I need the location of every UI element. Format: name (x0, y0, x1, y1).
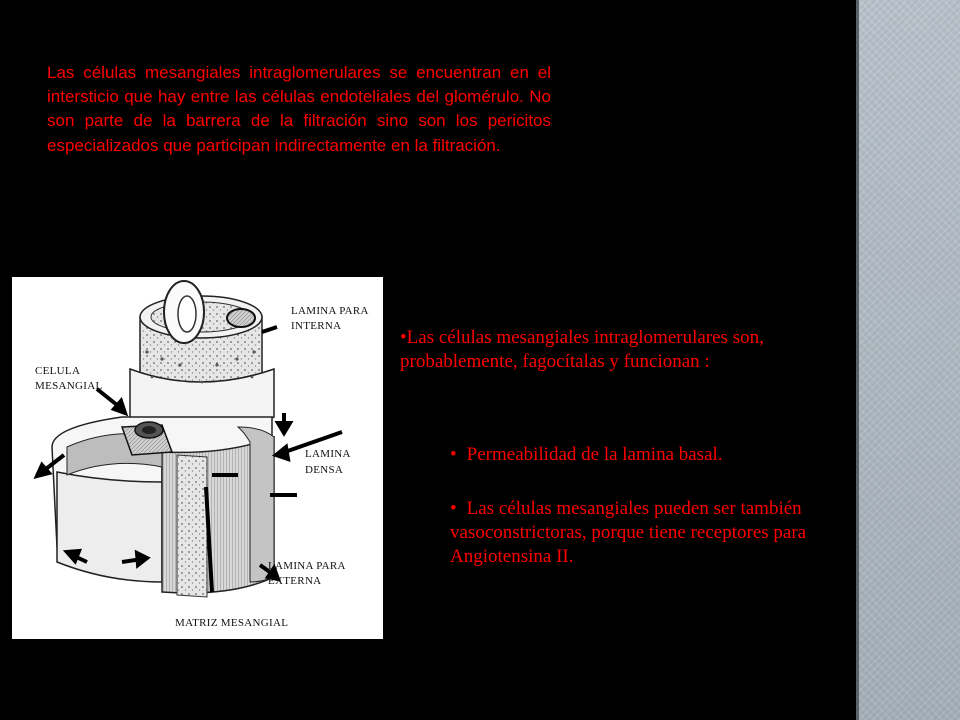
bullet-main-text: Las células mesangiales intraglomerulares son, probablemente, fagocítalas y funcionan : (400, 327, 764, 372)
erythrocyte (164, 281, 204, 343)
label-densa-1: LAMINA (305, 448, 351, 460)
diagram-drawing (12, 277, 383, 639)
label-lamina-interna-1: LAMINA PARA (291, 305, 369, 317)
glomerulus-diagram (12, 277, 383, 639)
bullet-sub1-text: Permeabilidad de la lamina basal. (466, 444, 723, 465)
label-matriz: MATRIZ MESANGIAL (175, 617, 289, 629)
bullet-sub2-text: Las células mesangiales pueden ser también vasoconstrictoras, porque tiene receptores para Angiotensina II. (450, 498, 807, 567)
bullet-sub1-marker: • (450, 444, 457, 465)
bullet-list (400, 326, 852, 567)
bullet-sub-permeabilidad (450, 443, 850, 467)
label-externa-2: EXTERNA (268, 575, 322, 587)
label-densa-2: DENSA (305, 464, 344, 476)
label-lamina-interna-2: INTERNA (291, 320, 342, 332)
bullet-sub2-marker: • (450, 498, 457, 519)
bullet-main (400, 326, 852, 374)
intro-paragraph: Las células mesangiales intraglomerulares se encuentran en el intersticio que hay entre las células endoteliales del glomérulo. No son parte de la barrera de la filtración sino son los pericitos especializados que participan indirectamente en la filtración. (47, 63, 551, 155)
mesangial-cell-center (135, 422, 163, 438)
label-celula-1: CELULA (35, 365, 81, 377)
basement-layers (52, 417, 274, 597)
label-externa-1: LAMINA PARA (268, 560, 346, 572)
bullet-sub-vasoconstrictoras (450, 497, 855, 569)
decorative-side-panel (856, 0, 960, 720)
mesangial-cell-top (227, 309, 255, 327)
bullet-main-marker: • (400, 327, 407, 348)
label-celula-2: MESANGIAL (35, 380, 103, 392)
